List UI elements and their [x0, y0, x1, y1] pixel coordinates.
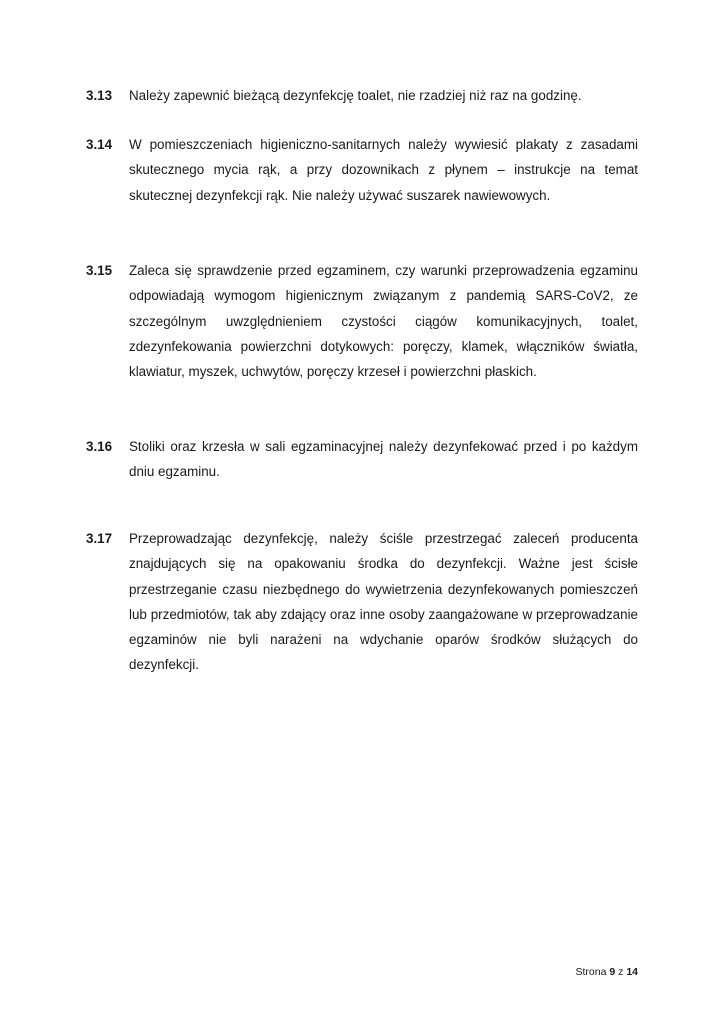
- section-number: 3.15: [86, 263, 113, 278]
- text-line: komunikacyjnych, toalet, zdezynfekowania powierzchni dotykowych: poręczy,: [129, 313, 638, 354]
- section-3-17: [86, 526, 638, 678]
- section-3-13: [86, 83, 638, 108]
- text-line: z zasadami skutecznego mycia rąk, a przy dozownikach z płynem – instrukcje: [129, 137, 638, 178]
- section-text: [129, 83, 638, 108]
- text-line: egzaminu odpowiadają wymogom higienicznym związanym z pandemią: [129, 263, 638, 304]
- section-text: [129, 132, 638, 208]
- text-line: znajdujących się na opakowaniu środka do dezynfekcji. Ważne jest ścisłe: [129, 556, 638, 572]
- text-line: Należy zapewnić bieżącą dezynfekcję toalet, nie rzadziej niż raz na godzinę.: [129, 88, 582, 103]
- text-line: na temat skutecznej dezynfekcji rąk. Nie należy używać suszarek: [129, 162, 638, 203]
- text-line: wdychanie oparów środków służących do dezynfekcji.: [129, 632, 638, 673]
- text-line: Przeprowadzając dezynfekcję, należy ściśle przestrzegać zaleceń producenta: [129, 531, 638, 546]
- section-text: [129, 258, 638, 384]
- total-page-count: 14: [626, 966, 638, 978]
- text-line: nawiewowych.: [463, 187, 551, 203]
- text-line: i powierzchni płaskich.: [403, 364, 537, 380]
- section-3-14: [86, 132, 638, 208]
- section-number: 3.17: [86, 531, 113, 546]
- text-line: i po każdym dniu egzaminu.: [129, 439, 638, 480]
- section-text: [129, 526, 638, 678]
- text-line: klamek, włączników światła, klawiatur, myszek, uchwytów, poręczy krzeseł: [129, 338, 638, 380]
- section-number: 3.16: [86, 439, 113, 454]
- page-separator: z: [618, 966, 624, 978]
- section-number: 3.13: [86, 88, 113, 103]
- section-text: [129, 434, 638, 485]
- page-footer: [576, 965, 638, 979]
- section-3-16: [86, 434, 638, 485]
- text-line: Zaleca się sprawdzenie przed egzaminem, czy warunki przeprowadzenia: [129, 263, 575, 278]
- section-3-15: [86, 258, 638, 384]
- page-label: Strona: [575, 966, 607, 978]
- text-line: pomieszczeń lub przedmiotów, tak aby zdający oraz inne osoby: [129, 581, 638, 622]
- text-line: Stoliki oraz krzesła w sali egzaminacyjnej należy dezynfekować przed: [129, 439, 558, 454]
- text-line: W pomieszczeniach higieniczno-sanitarnych należy wywiesić plakaty: [129, 137, 559, 152]
- text-line: SARS-CoV2, ze szczególnym uwzględnieniem czystości ciągów: [129, 288, 638, 329]
- section-number: 3.14: [86, 137, 113, 152]
- current-page-number: 9: [609, 966, 616, 978]
- text-line: przestrzeganie czasu niezbędnego do wywietrzenia dezynfekowanych: [129, 581, 555, 597]
- text-line: zaangażowane w przeprowadzanie egzaminów nie byli narażeni na: [129, 606, 638, 648]
